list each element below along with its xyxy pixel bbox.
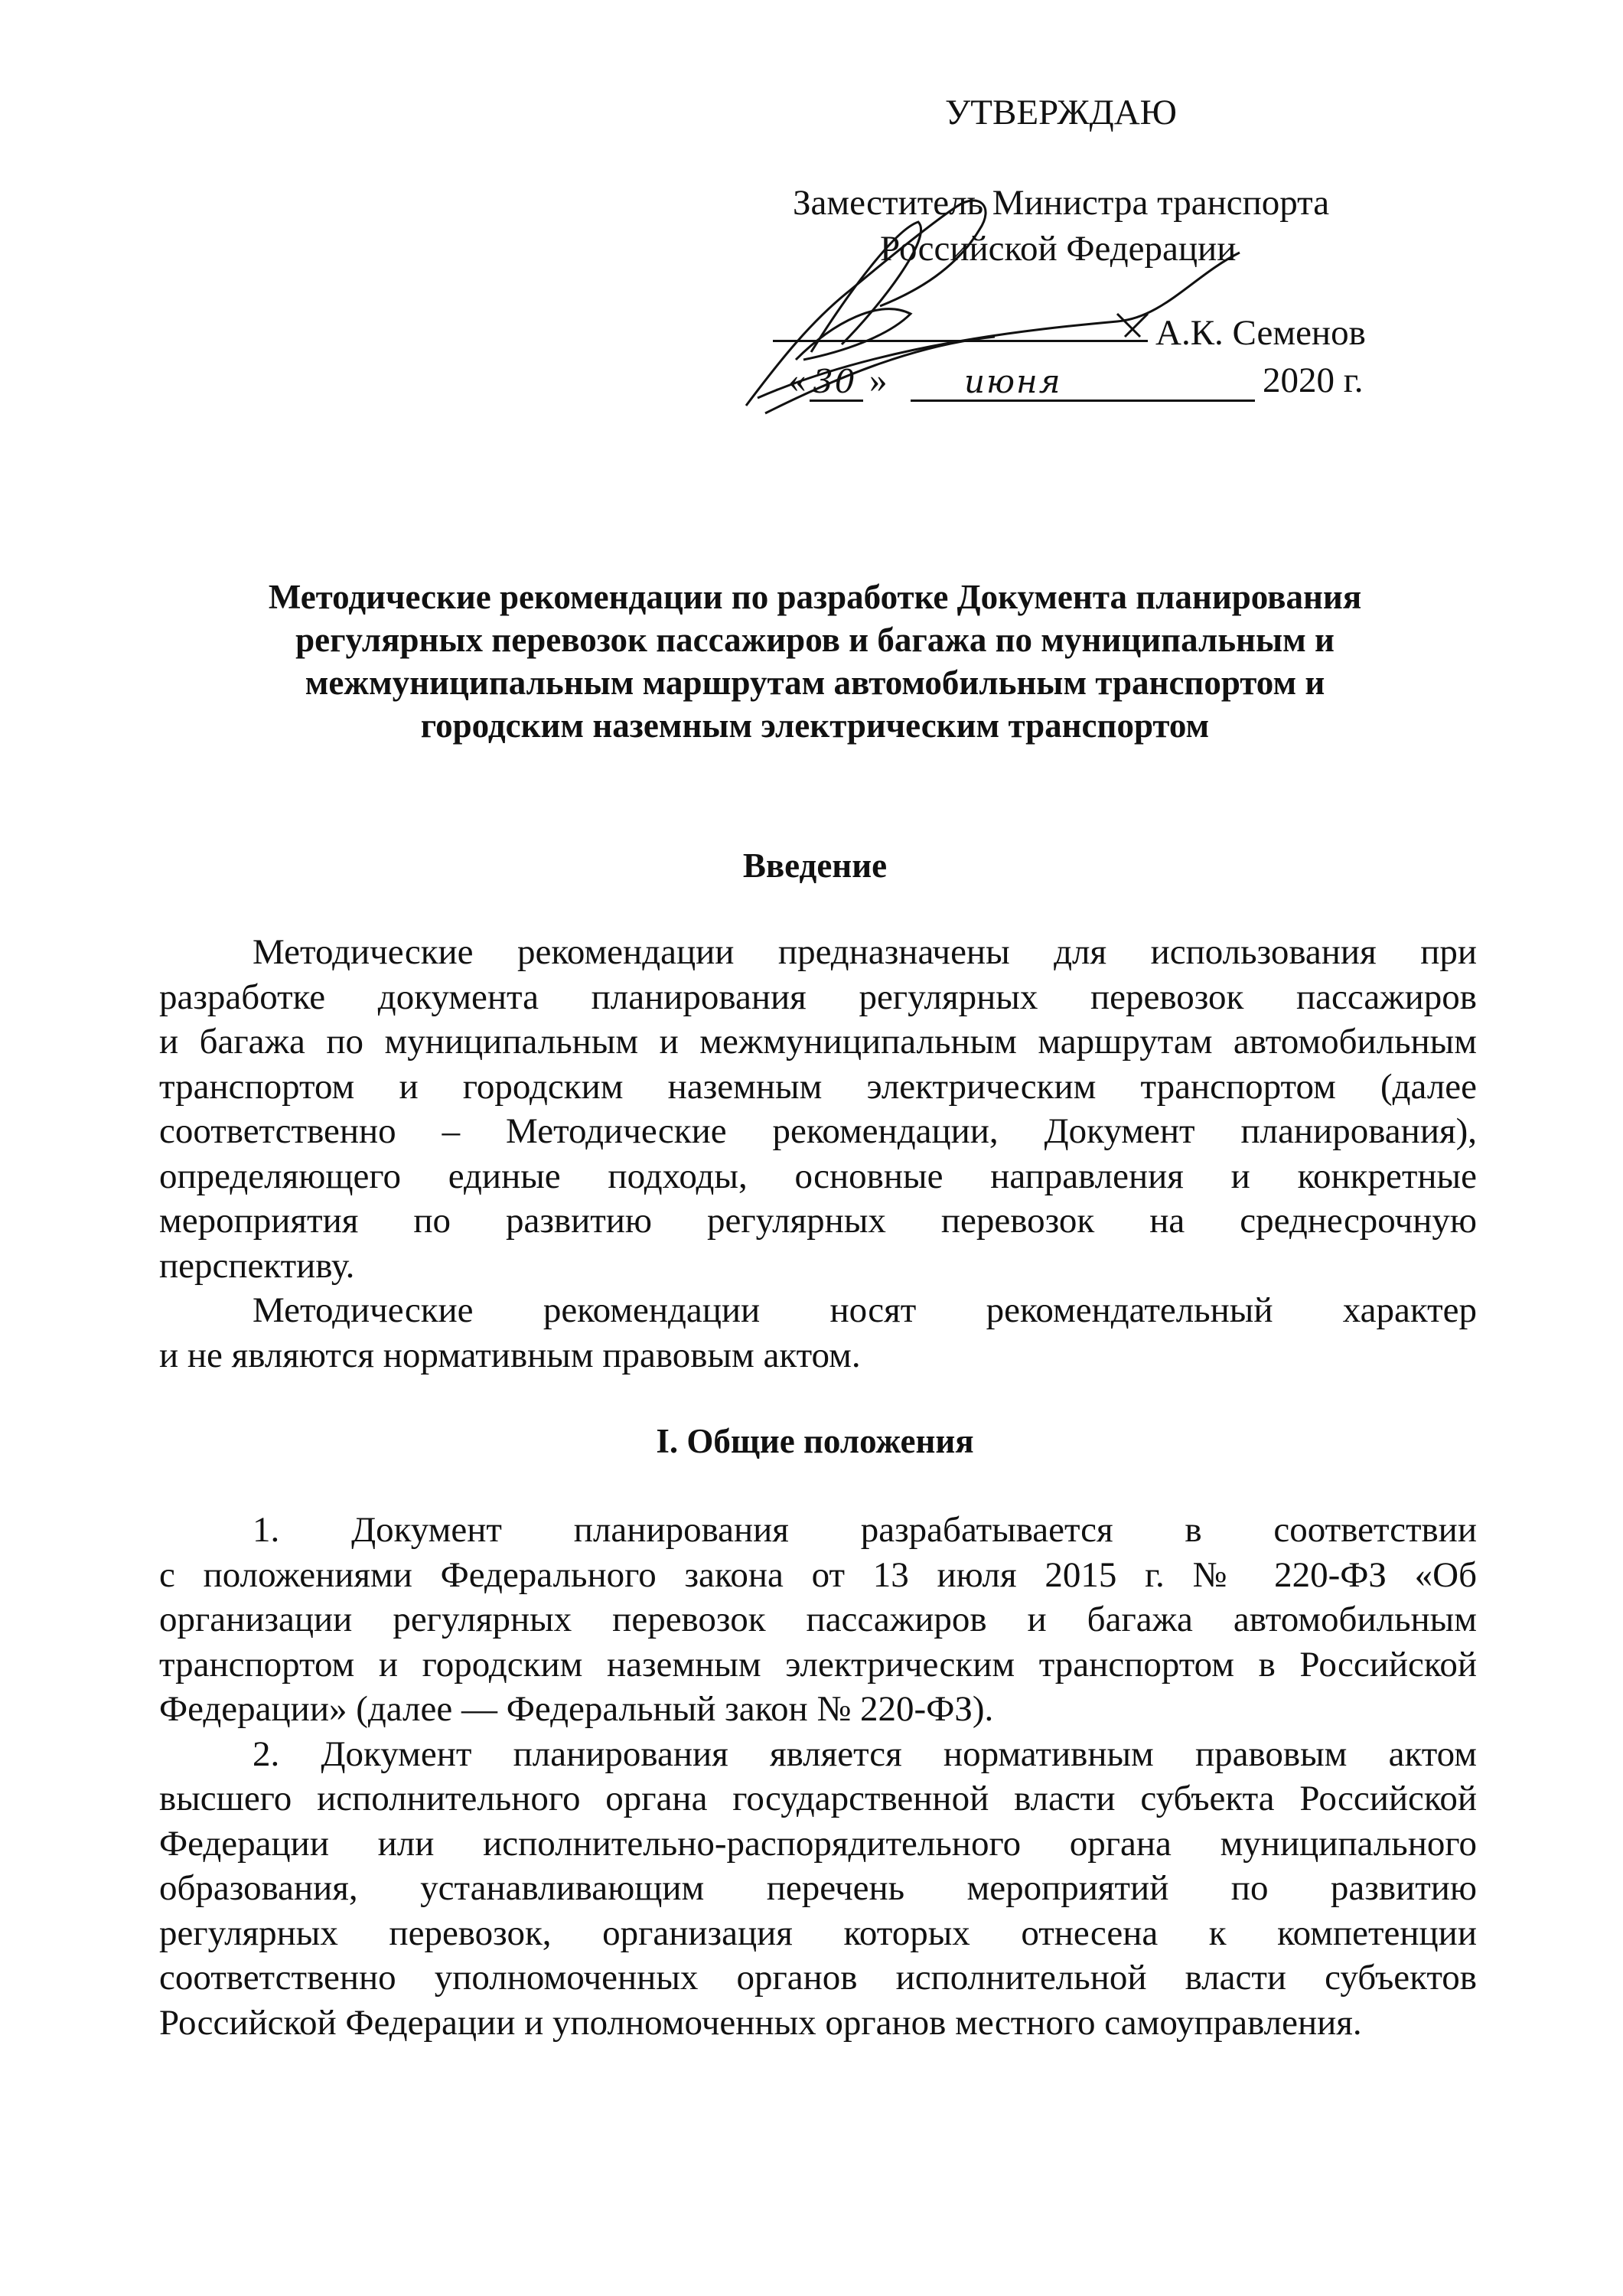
paragraph-line: мероприятия по развитию регулярных перевозок на среднесрочную <box>159 1201 1477 1241</box>
paragraph-line: 2. Документ планирования является нормативным правовым актом <box>253 1733 1477 1774</box>
paragraph-line: регулярных перевозок, организация которых отнесена к компетенции <box>159 1913 1477 1953</box>
paragraph-line: с положениями Федерального закона от 13 июля 2015 г. № 220-ФЗ «Об <box>159 1554 1477 1595</box>
document-title <box>153 576 1477 747</box>
date-quote-open: « <box>788 360 807 400</box>
paragraph-line: Федерации» (далее — Федеральный закон № 220-ФЗ). <box>159 1689 994 1729</box>
paragraph <box>159 1732 1477 2046</box>
paragraph <box>159 1508 1477 1732</box>
paragraph-line: Федерации или исполнительно-распорядительного органа муниципального <box>159 1823 1477 1864</box>
title-line: городским наземным электрическим транспортом <box>420 706 1210 745</box>
signatory-position-line1: Заместитель Министра транспорта <box>793 183 1330 223</box>
title-line: межмуниципальным маршрутам автомобильным транспортом и <box>305 664 1325 702</box>
paragraph-line: Методические рекомендации носят рекомендательный характер <box>253 1290 1477 1330</box>
approval-heading: УТВЕРЖДАЮ <box>945 93 1177 132</box>
section1-heading: I. Общие положения <box>656 1422 974 1460</box>
section1-body <box>159 1508 1477 2045</box>
signatory-name: А.К. Семенов <box>1155 313 1366 353</box>
signatory-position-line2: Российской Федерации <box>880 229 1237 269</box>
date-quote-close: » <box>869 360 888 400</box>
paragraph-line: организации регулярных перевозок пассажиров и багажа автомобильным <box>159 1600 1477 1639</box>
paragraph-line: Российской Федерации и уполномоченных органов местного самоуправления. <box>159 2002 1362 2043</box>
paragraph <box>159 930 1477 1288</box>
signature-line <box>773 300 1148 342</box>
approval-date <box>773 360 1377 406</box>
date-month-underline <box>911 360 1255 402</box>
paragraph-line: транспортом и городским наземным электрическим транспортом в Российской <box>159 1644 1477 1684</box>
date-month: июня <box>964 363 1062 400</box>
intro-heading: Введение <box>742 846 888 885</box>
date-day: 30 <box>813 363 857 400</box>
date-day-underline <box>810 360 863 402</box>
paragraph-line: соответственно – Методические рекомендации, Документ планирования), <box>159 1111 1477 1151</box>
paragraph-line: и не являются нормативным правовым актом. <box>159 1335 861 1375</box>
paragraph-line: соответственно уполномоченных органов исполнительной власти субъектов <box>159 1958 1477 1998</box>
paragraph-line: Методические рекомендации предназначены для использования при <box>253 932 1477 972</box>
paragraph <box>159 1288 1477 1378</box>
paragraph-line: разработке документа планирования регулярных перевозок пассажиров <box>159 977 1477 1017</box>
paragraph-line: 1. Документ планирования разрабатывается в соответствии <box>253 1510 1477 1550</box>
intro-body <box>159 930 1477 1378</box>
paragraph-line: транспортом и городским наземным электрическим транспортом (далее <box>159 1066 1477 1107</box>
paragraph-line: высшего исполнительного органа государственной власти субъекта Российской <box>159 1779 1477 1818</box>
paragraph-line: перспективу. <box>159 1245 355 1286</box>
paragraph-line: и багажа по муниципальным и межмуниципальным маршрутам автомобильным <box>159 1022 1477 1062</box>
paragraph-line: определяющего единые подходы, основные направления и конкретные <box>159 1156 1477 1196</box>
date-year: 2020 г. <box>1263 360 1364 400</box>
title-line: регулярных перевозок пассажиров и багажа по муниципальным и <box>295 621 1335 659</box>
title-line: Методические рекомендации по разработке Документа планирования <box>268 578 1362 616</box>
paragraph-line: образования, устанавливающим перечень мероприятий по развитию <box>159 1868 1477 1908</box>
